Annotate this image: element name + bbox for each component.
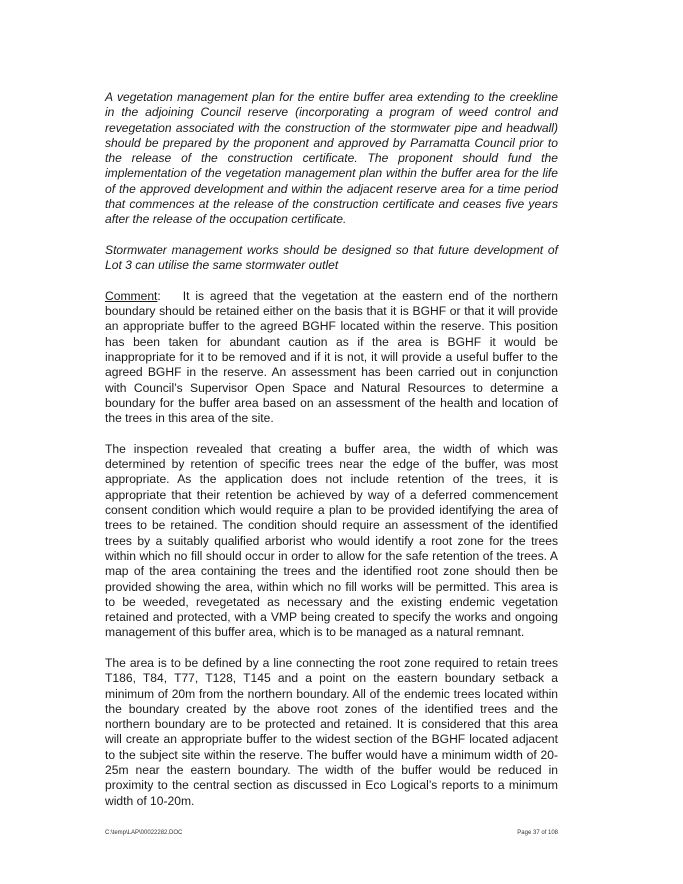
paragraph-vegetation-plan: A vegetation management plan for the entire buffer area extending to the creekline in the adjoining Council reserve (incorporating a program of weed control and revegetation associated with the construction of the stormwater pipe and headwall) should be prepared by the proponent and approved by Parramatta Council prior to the release of the construction certificate. The proponent should fund the implementation of the vegetation management plan within the buffer area for the life of the approved development and within the adjacent reserve area for a time period that commences at the release of the construction certificate and ceases five years after the release of the occupation certificate. [105,90,558,227]
footer-page-number: Page 37 of 108 [517,830,558,836]
paragraph-comment [105,289,558,427]
paragraph-area-definition: The area is to be defined by a line connecting the root zone required to retain trees T186, T84, T77, T128, T145 and a point on the eastern boundary setback a minimum of 20m from the northern boundary. All of the endemic trees located within the boundary created by the above root zones of the identified trees and the northern boundary are to be protected and retained. It is considered that this area will create an appropriate buffer to the widest section of the BGHF located adjacent to the subject site within the reserve. The buffer would have a minimum width of 20-25m near the eastern boundary. The width of the buffer would be reduced in proximity to the central section as discussed in Eco Logical’s reports to a minimum width of 10-20m. [105,655,558,808]
paragraph-stormwater: Stormwater management works should be designed so that future development of Lot 3 can utilise the same stormwater outlet [105,242,558,273]
footer-file-path: C:\temp\LAP\00022282.DOC [105,830,183,836]
document-body [105,90,558,824]
comment-label: Comment [105,288,158,303]
comment-colon: : [157,288,161,303]
comment-text: It is agreed that the vegetation at the eastern end of the northern boundary should be retained either on the basis that it is BGHF or that it will provide an appropriate buffer to the agreed BGHF located within the reserve. This position has been taken for abundant caution as if the area is BGHF it would be inappropriate for it to be removed and if it is not, it will provide a useful buffer to the agreed BGHF in the reserve. An assessment has been carried out in conjunction with Council’s Supervisor Open Space and Natural Resources to determine a boundary for the buffer area based on an assessment of the health and location of the trees in this area of the site. [105,288,558,426]
paragraph-inspection: The inspection revealed that creating a buffer area, the width of which was determined by retention of specific trees near the edge of the buffer, was most appropriate. As the application does not include retention of the trees, it is appropriate that their retention be achieved by way of a deferred commencement consent condition which would require a plan to be provided identifying the area of trees to be retained. The condition should require an assessment of the identified trees by a suitably qualified arborist who would identify a root zone for the trees within which no fill should occur in order to allow for the safe retention of the trees. A map of the area containing the trees and the identified root zone should then be provided showing the area, within which no fill works will be permitted. This area is to be weeded, revegetated as necessary and the existing endemic vegetation retained and protected, with a VMP being created to specify the works and ongoing management of this buffer area, which is to be managed as a natural remnant. [105,441,558,640]
